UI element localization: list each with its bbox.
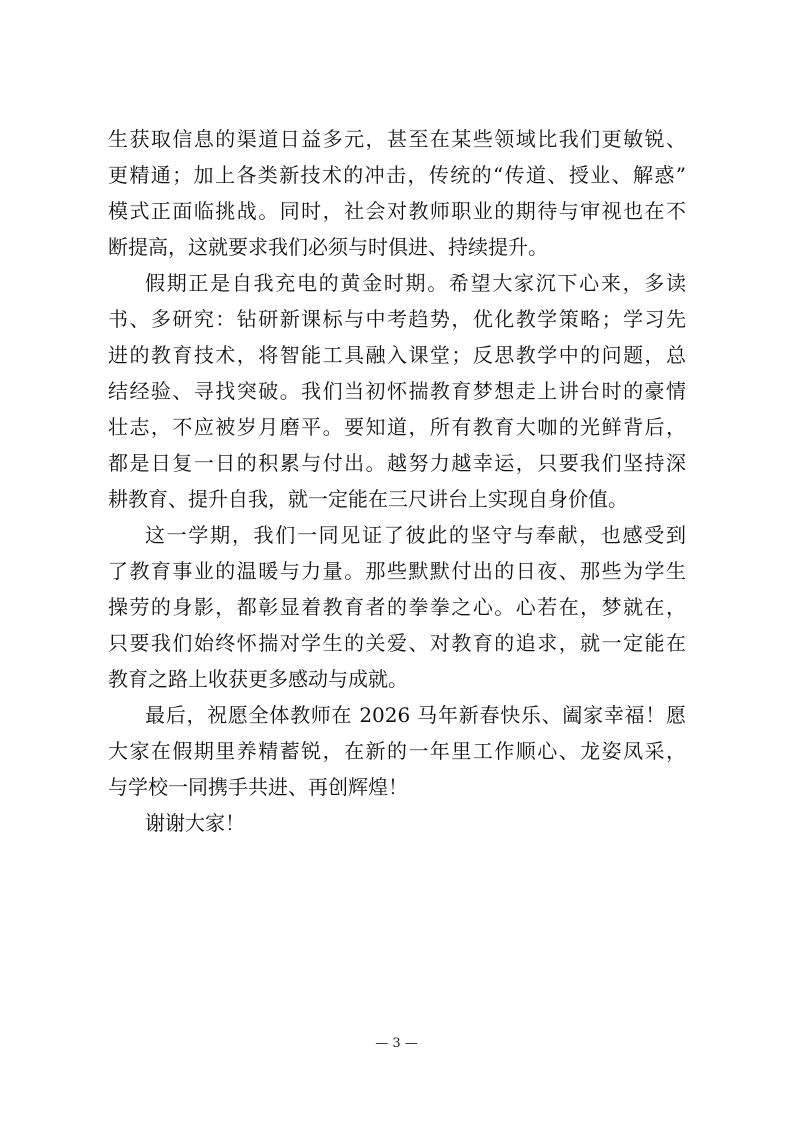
text-line: 与学校一同携手共进、再创辉煌！	[108, 775, 408, 799]
text-line: 进的教育技术，将智能工具融入课堂；反思教学中的问题，总	[108, 343, 686, 367]
text-line: 壮志，不应被岁月磨平。要知道，所有教育大咖的光鲜背后，	[108, 415, 686, 439]
text-line: 只要我们始终怀揣对学生的关爱、对教育的追求，就一定能在	[108, 631, 686, 655]
text-line: 假期正是自我充电的黄金时期。希望大家沉下心来，多读	[145, 271, 686, 295]
text-line: 操劳的身影，都彰显着教育者的拳拳之心。心若在，梦就在，	[108, 595, 686, 619]
text-line: 大家在假期里养精蓄锐，在新的一年里工作顺心、龙姿凤采，	[108, 739, 686, 763]
text-line: 断提高，这就要求我们必须与时俱进、持续提升。	[108, 235, 548, 259]
text-line: 更精通；加上各类新技术的冲击，传统的“传道、授业、解惑”	[108, 163, 686, 187]
text-line: 书、多研究：钻研新课标与中考趋势，优化教学策略；学习先	[108, 307, 686, 331]
closing-line: 谢谢大家！	[145, 811, 245, 835]
text-line: 生获取信息的渠道日益多元，甚至在某些领域比我们更敏锐、	[108, 127, 686, 151]
text-line: 都是日复一日的积累与付出。越努力越幸运，只要我们坚持深	[108, 451, 686, 475]
text-line: 耕教育、提升自我，就一定能在三尺讲台上实现自身价值。	[108, 487, 628, 511]
text-line: 教育之路上收获更多感动与成就。	[108, 667, 408, 691]
text-line: 结经验、寻找突破。我们当初怀揣教育梦想走上讲台时的豪情	[108, 379, 686, 403]
page-number: — 3 —	[375, 1036, 418, 1051]
body-text	[108, 121, 686, 841]
text-line: 了教育事业的温暖与力量。那些默默付出的日夜、那些为学生	[108, 559, 686, 583]
text-line: 最后，祝愿全体教师在 2026 马年新春快乐、阖家幸福！愿	[145, 703, 686, 727]
text-line: 模式正面临挑战。同时，社会对教师职业的期待与审视也在不	[108, 199, 686, 223]
text-line: 这一学期，我们一同见证了彼此的坚守与奉献，也感受到	[145, 523, 686, 547]
